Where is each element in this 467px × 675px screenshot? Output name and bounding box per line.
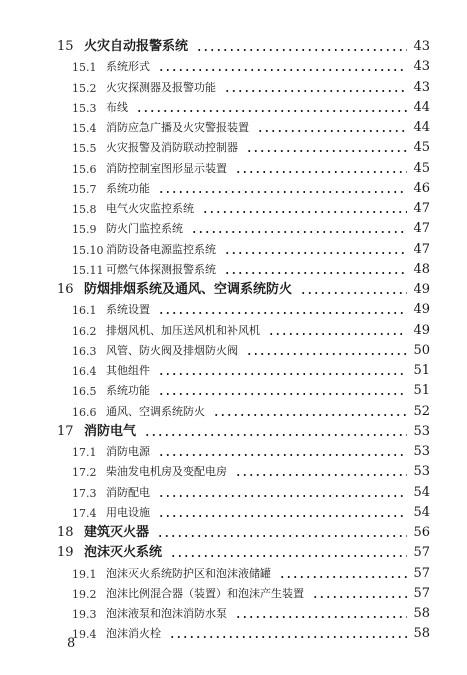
toc-entry-title: 布线 xyxy=(106,100,128,114)
toc-section-row[interactable] xyxy=(0,56,467,76)
toc-dot-leader xyxy=(136,110,407,112)
toc-entry-number: 15.5 xyxy=(72,142,97,156)
toc-section-row[interactable] xyxy=(0,299,467,319)
toc-dot-leader xyxy=(213,414,407,416)
toc-entry-page: 43 xyxy=(413,59,430,75)
toc-entry-title: 可燃气体探测报警系统 xyxy=(106,262,216,276)
toc-entry-number: 16 xyxy=(57,282,74,297)
toc-entry-number: 19.4 xyxy=(72,628,97,642)
toc-entry-number: 17 xyxy=(57,423,74,439)
toc-section-row[interactable] xyxy=(0,603,467,623)
toc-entry-number: 15.7 xyxy=(72,182,97,196)
toc-entry-page: 58 xyxy=(413,626,430,642)
toc-entry-title: 火灾探测器及报警功能 xyxy=(106,80,216,94)
toc-entry-title: 消防电源 xyxy=(106,445,150,458)
toc-dot-leader xyxy=(158,373,407,375)
toc-section-row[interactable] xyxy=(0,137,467,157)
toc-entry-title: 系统形式 xyxy=(106,60,150,74)
toc-dot-leader xyxy=(224,90,407,92)
toc-entry-page: 53 xyxy=(413,464,430,480)
toc-entry-page: 51 xyxy=(413,363,430,378)
toc-entry-page: 49 xyxy=(413,322,430,338)
toc-entry-page: 57 xyxy=(413,545,430,561)
toc-section-row[interactable] xyxy=(0,239,467,259)
toc-entry-title: 消防电气 xyxy=(84,423,137,439)
toc-entry-page: 43 xyxy=(413,39,430,54)
toc-entry-page: 47 xyxy=(413,241,430,257)
toc-dot-leader xyxy=(170,555,407,557)
toc-chapter-row[interactable] xyxy=(0,542,467,562)
toc-dot-leader xyxy=(246,353,407,355)
toc-section-row[interactable] xyxy=(0,380,467,400)
toc-entry-title: 火灾自动报警系统 xyxy=(84,39,189,54)
toc-entry-title: 电气火灾监控系统 xyxy=(106,202,194,215)
toc-entry-title: 消防控制室图形显示装置 xyxy=(106,161,227,175)
toc-chapter-row[interactable] xyxy=(0,421,467,441)
toc-entry-title: 消防配电 xyxy=(106,485,150,499)
toc-dot-leader xyxy=(158,393,407,395)
toc-entry-title: 排烟风机、加压送风机和补风机 xyxy=(106,323,260,337)
toc-entry-page: 45 xyxy=(413,160,430,176)
toc-entry-title: 消防应急广播及火灾警报装置 xyxy=(106,121,249,134)
toc-chapter-row[interactable] xyxy=(0,36,467,56)
toc-entry-page: 46 xyxy=(413,180,430,196)
toc-dot-leader xyxy=(246,150,407,152)
toc-section-row[interactable] xyxy=(0,198,467,218)
toc-dot-leader xyxy=(158,454,407,456)
toc-dot-leader xyxy=(169,636,407,638)
toc-dot-leader xyxy=(158,191,407,193)
toc-dot-leader xyxy=(144,434,407,436)
toc-entry-number: 15.10 xyxy=(72,243,104,257)
toc-entry-number: 15.9 xyxy=(72,223,97,237)
toc-entry-title: 火灾报警及消防联动控制器 xyxy=(106,141,238,155)
toc-entry-number: 15.3 xyxy=(72,101,97,115)
toc-entry-page: 43 xyxy=(413,79,430,95)
toc-entry-title: 柴油发电机房及变配电房 xyxy=(106,465,227,479)
toc-dot-leader xyxy=(235,171,407,173)
toc-entry-page: 44 xyxy=(413,120,430,135)
toc-dot-leader xyxy=(279,576,407,578)
toc-entry-page: 49 xyxy=(413,302,430,318)
toc-dot-leader xyxy=(158,312,407,314)
toc-dot-leader xyxy=(202,211,407,213)
toc-entry-title: 消防设备电源监控系统 xyxy=(106,242,216,256)
toc-entry-title: 风管、防火阀及排烟防火阀 xyxy=(106,343,238,357)
toc-section-row[interactable] xyxy=(0,218,467,238)
toc-section-row[interactable] xyxy=(0,97,467,117)
toc-entry-page: 44 xyxy=(413,99,430,115)
toc-dot-leader xyxy=(268,333,407,335)
toc-entry-title: 防烟排烟系统及通风、空调系统防火 xyxy=(84,282,293,297)
toc-section-row[interactable] xyxy=(0,340,467,360)
toc-entry-title: 防火门监控系统 xyxy=(106,222,183,236)
toc-entry-number: 15.4 xyxy=(72,122,97,135)
toc-entry-number: 16.1 xyxy=(72,304,97,318)
toc-dot-leader xyxy=(257,130,407,132)
toc-dot-leader xyxy=(191,231,407,233)
toc-dot-leader xyxy=(300,292,407,294)
toc-dot-leader xyxy=(196,49,407,51)
toc-entry-page: 53 xyxy=(413,423,430,439)
toc-entry-page: 57 xyxy=(413,565,430,581)
toc-entry-number: 15.6 xyxy=(72,162,97,176)
toc-entry-number: 19 xyxy=(57,545,74,561)
toc-entry-page: 47 xyxy=(413,201,430,216)
toc-entry-title: 系统功能 xyxy=(106,384,150,398)
toc-entry-number: 16.5 xyxy=(72,385,97,399)
toc-dot-leader xyxy=(158,495,407,497)
toc-section-row[interactable] xyxy=(0,77,467,97)
toc-entry-number: 15 xyxy=(57,39,74,54)
toc-entry-title: 泡沫消火栓 xyxy=(106,627,161,641)
toc-entry-title: 泡沫液泵和泡沫消防水泵 xyxy=(106,607,227,620)
toc-entry-title: 系统功能 xyxy=(106,181,150,195)
toc-entry-page: 48 xyxy=(413,261,430,277)
toc-entry-page: 57 xyxy=(413,585,430,601)
toc-entry-number: 15.11 xyxy=(72,263,104,277)
toc-dot-leader xyxy=(158,515,407,517)
toc-dot-leader xyxy=(312,596,407,598)
toc-entry-number: 17.2 xyxy=(72,466,97,480)
toc-entry-number: 15.1 xyxy=(72,61,97,75)
toc-entry-page: 56 xyxy=(413,525,430,540)
toc-entry-title: 系统设置 xyxy=(106,303,150,317)
toc-entry-number: 16.3 xyxy=(72,344,97,358)
toc-section-row[interactable] xyxy=(0,117,467,137)
toc-entry-number: 19.1 xyxy=(72,567,97,581)
toc-entry-page: 50 xyxy=(413,342,430,358)
toc-section-row[interactable] xyxy=(0,401,467,421)
toc-entry-title: 通风、空调系统防火 xyxy=(106,404,205,418)
toc-entry-page: 45 xyxy=(413,140,430,156)
toc-dot-leader xyxy=(224,272,407,274)
toc-entry-page: 53 xyxy=(413,444,430,459)
toc-section-row[interactable] xyxy=(0,441,467,461)
toc-entry-number: 17.4 xyxy=(72,506,97,520)
toc-dot-leader xyxy=(235,616,407,618)
toc-section-row[interactable] xyxy=(0,583,467,603)
toc-section-row[interactable] xyxy=(0,482,467,502)
toc-entry-title: 泡沫比例混合器（装置）和泡沫产生装置 xyxy=(106,586,304,600)
toc-entry-page: 54 xyxy=(413,484,430,500)
toc-entry-number: 19.3 xyxy=(72,608,97,621)
toc-section-row[interactable] xyxy=(0,259,467,279)
toc-section-row[interactable] xyxy=(0,158,467,178)
toc-entry-title: 其他组件 xyxy=(106,364,150,377)
toc-entry-title: 用电设施 xyxy=(106,505,150,519)
toc-entry-number: 16.4 xyxy=(72,365,97,378)
toc-section-row[interactable] xyxy=(0,178,467,198)
toc-chapter-row[interactable] xyxy=(0,522,467,542)
toc-entry-page: 51 xyxy=(413,383,430,399)
toc-entry-page: 49 xyxy=(413,282,430,297)
toc-entry-number: 18 xyxy=(57,525,74,540)
toc-entry-page: 58 xyxy=(413,606,430,621)
toc-entry-number: 17.3 xyxy=(72,486,97,500)
toc-section-row[interactable] xyxy=(0,320,467,340)
toc-entry-title: 泡沫灭火系统防护区和泡沫液储罐 xyxy=(106,566,271,580)
toc-section-row[interactable] xyxy=(0,563,467,583)
toc-entry-number: 16.2 xyxy=(72,324,97,338)
toc-entry-number: 15.2 xyxy=(72,81,97,95)
toc-entry-title: 泡沫灭火系统 xyxy=(84,545,163,561)
toc-dot-leader xyxy=(224,252,407,254)
toc-section-row[interactable] xyxy=(0,502,467,522)
toc-section-row[interactable] xyxy=(0,461,467,481)
toc-entry-number: 15.8 xyxy=(72,203,97,216)
toc-entry-number: 17.1 xyxy=(72,446,97,459)
page-number: 8 xyxy=(67,636,76,651)
toc-entry-number: 19.2 xyxy=(72,587,97,601)
toc-entry-page: 52 xyxy=(413,403,430,419)
toc-chapter-row[interactable] xyxy=(0,279,467,299)
toc-entry-page: 54 xyxy=(413,504,430,520)
toc-dot-leader xyxy=(157,535,407,537)
toc-entry-page: 47 xyxy=(413,221,430,237)
toc-entry-title: 建筑灭火器 xyxy=(84,525,150,540)
toc-dot-leader xyxy=(235,474,407,476)
toc-entry-number: 16.6 xyxy=(72,405,97,419)
toc-section-row[interactable] xyxy=(0,360,467,380)
toc-dot-leader xyxy=(158,69,407,71)
